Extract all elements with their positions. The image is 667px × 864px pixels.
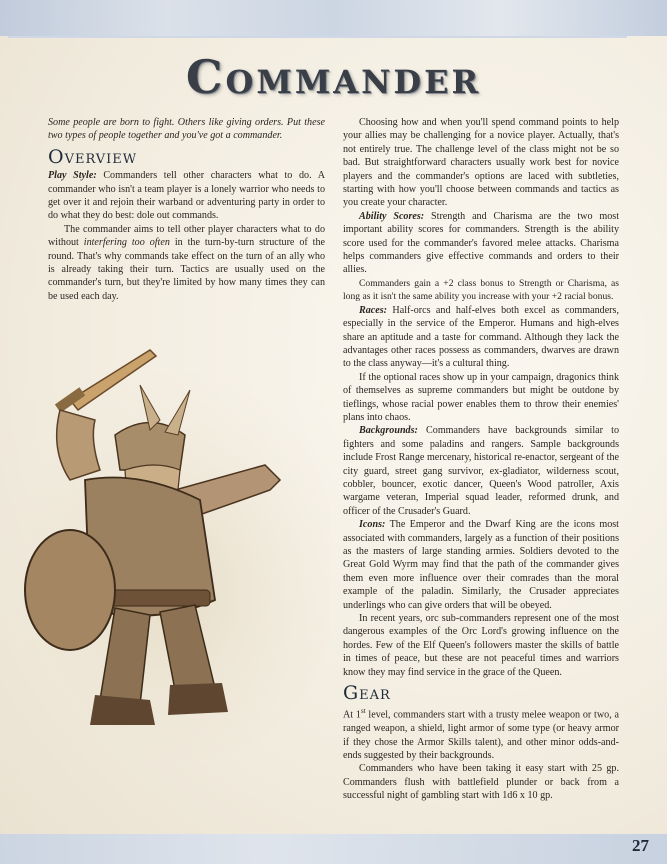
right-column [343, 116, 619, 803]
intro-text: Some people are born to fight. Others like giving orders. Put these two types of people together and you've got a commander. [48, 117, 325, 142]
gear-p1-sup: st [360, 707, 366, 716]
backgrounds-paragraph [343, 424, 619, 518]
page-number: 27 [632, 836, 649, 855]
right-paragraph-1: Choosing how and when you'll spend command points to help your allies may be challenging for a novice player. Actually, that's not entirely true. The challenge level of the class might not be so bad. But straightforward characters usually work best for novice players and the commander's options are laced with subtleties, starting with how you'll choose between commands and tactics as you create your character. [343, 117, 619, 209]
optional-races-paragraph: If the optional races show up in your campaign, dragonics think of themselves as supreme commanders but might be outdone by tieflings, whose racial power enables them to throw their enemies' plans into chaos. [343, 371, 619, 423]
races-label: Races: [359, 304, 388, 316]
ability-scores-paragraph [343, 210, 619, 277]
backgrounds-text: Commanders have backgrounds similar to fighters and some paladins and rangers. Sample backgrounds include Frost Range mercenary, historical re-enactor, sergeant of the city guard, street gang survivor, ex-gladiator, wilderness scout, cobbler, bouncer, exotic dancer, Queen's Wood patroller, Axis wargame veteran, Imperial squad leader, reformed drunk, and officer of the Crusader's Guard. [343, 425, 619, 517]
bottom-decorative-band [0, 834, 667, 864]
dwarf-commander-illustration [0, 340, 330, 760]
overview-heading: Overview [48, 145, 138, 168]
gear-paragraph-2: Commanders who have been taking it easy start with 25 gp. Commanders flush with battlefield plunder or back from a successful night of gambling start with 1d6 x 10 gp. [343, 763, 619, 802]
gear-p1-a: At 1 [343, 709, 361, 721]
play-style-paragraph [48, 169, 325, 223]
play-style-text: Commanders tell other characters what to do. A commander who isn't a team player is a lonely warrior who needs to get over it and rejoin their warband or adventuring party in order to do what they do best: dole out commands. [48, 170, 325, 222]
page-title: Commander [185, 50, 482, 104]
gear-p1-b: level, commanders start with a trusty melee weapon or two, a ranged weapon, a shield, light armor of some type (or heavy armor if they chose the Armor Skills talent), and other minor odds-and-ends suggested by their backgrounds. [343, 709, 619, 762]
gear-paragraph-1 [343, 705, 619, 762]
orc-paragraph: In recent years, orc sub-commanders represent one of the most dangerous examples of the Orc Lord's growing influence on the hordes. Few of the Elf Queen's followers master the skills of battle in times of peace, but these are not peaceful times and warriors know they may find service in the grace of the Queen. [343, 613, 619, 678]
overview-paragraph-2 [48, 223, 325, 303]
top-decorative-band [0, 0, 667, 36]
races-text: Half-orcs and half-elves both excel as commanders, especially in the service of the Emperor. Humans and high-elves share an aptitude and a taste for command. Although they lack the advantages other races possess as commanders, dwarves are drawn to the class anyway—it's a cultural thing. [343, 304, 619, 370]
overview-p2-b: in the turn-by-turn structure of the round. That's why commands take effect on the turn of an ally who is already taking their turn. Tactics are usually used on the commander's turn, but they're limited by how many times they can be used each day. [48, 237, 325, 302]
top-rule [8, 36, 627, 38]
overview-p2-em: interfering too often [83, 237, 170, 249]
class-bonus-paragraph: Commanders gain a +2 class bonus to Strength or Charisma, as long as it isn't the same ability you increase with your +2 racial bonus. [343, 277, 619, 303]
icons-text: The Emperor and the Dwarf King are the icons most associated with commanders, largely as a function of their positions as the masters of large standing armies. Soldiers devoted to the Great Gold Wyrm may find that the path of the commander gives them even more influence over their comrades than the moral example of the paladin. Similarly, the Crusader appreciates underlings who can give orders that will be obeyed. [343, 519, 619, 611]
ability-scores-text: Strength and Charisma are the two most important ability scores for commanders. Strength is the ability score used for the commander's favored melee attacks. Charisma helps commanders give effective commands and orders to their allies. [343, 210, 619, 276]
overview-p2-a: The commander aims to tell other player characters what to do without [48, 223, 325, 249]
races-paragraph [343, 304, 619, 371]
backgrounds-label: Backgrounds: [359, 425, 418, 437]
icons-paragraph [343, 518, 619, 612]
icons-label: Icons: [359, 519, 386, 531]
ability-scores-label: Ability Scores: [359, 210, 425, 222]
gear-heading: Gear [343, 682, 391, 705]
play-style-label: Play Style: [48, 170, 97, 182]
left-column [48, 116, 325, 303]
